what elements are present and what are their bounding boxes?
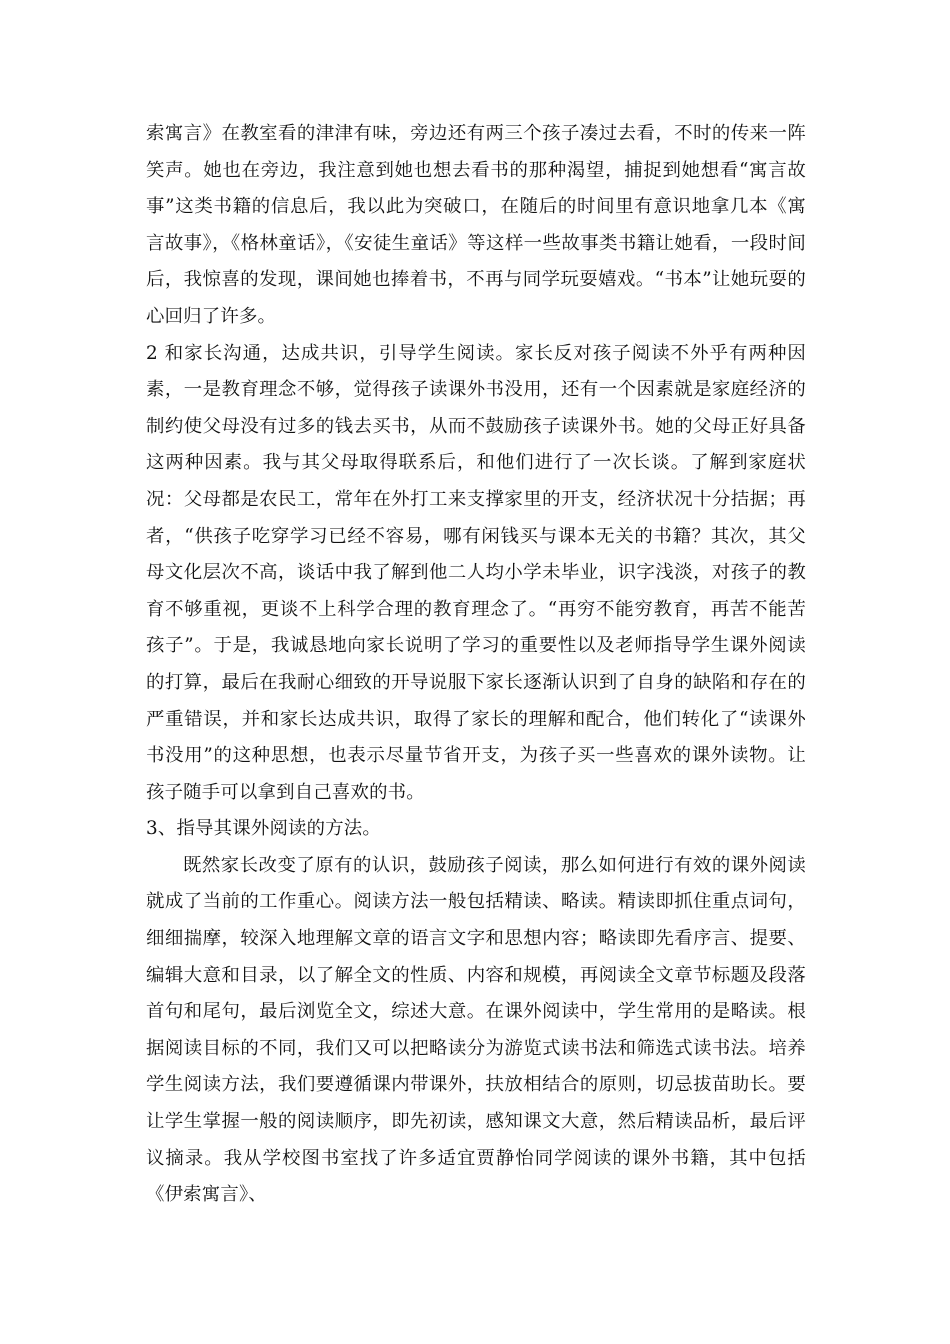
paragraph-reading-method: 既然家长改变了原有的认识，鼓励孩子阅读，那么如何进行有效的课外阅读就成了当前的工作重心。阅读方法一般包括精读、略读。精读即抓住重点词句，细细揣摩，较深入地理解文章的语言文字和思想内容；略读即先看序言、提要、编辑大意和目录，以了解全文的性质、内容和规模，再阅读全文章节标题及段落首句和尾句，最后浏览全文，综述大意。在课外阅读中，学生常用的是略读。根据阅读目标的不同，我们又可以把略读分为游览式读书法和筛选式读书法。培养学生阅读方法，我们要遵循课内带课外，扶放相结合的原则，切忌拔苗助长。要让学生掌握一般的阅读顺序，即先初读，感知课文大意，然后精读品析，最后评议摘录。我从学校图书室找了许多适宜贾静怡同学阅读的课外书籍，其中包括《伊索寓言》、 [146, 854, 806, 1206]
section-heading-reading-method: 3、指导其课外阅读的方法。 [146, 818, 381, 840]
paragraph-continued-story: 索寓言》在教室看的津津有味，旁边还有两三个孩子凑过去看，不时的传来一阵笑声。她也在旁边，我注意到她也想去看书的那种渴望，捕捉到她想看“寓言故事”这类书籍的信息后，我以此为突破口，在随后的时间里有意识地拿几本《寓言故事》，《格林童话》，《安徒生童话》等这样一些故事类书籍让她看，一段时间后，我惊喜的发现，课间她也捧着书，不再与同学玩耍嬉戏。“书本”让她玩耍的心回归了许多。 [146, 123, 806, 327]
document-body [146, 116, 806, 1214]
paragraph-parent-communication: 2 和家长沟通，达成共识，引导学生阅读。家长反对孩子阅读不外乎有两种因素，一是教育理念不够，觉得孩子读课外书没用，还有一个因素就是家庭经济的制约使父母没有过多的钱去买书，从而不鼓励孩子读课外书。她的父母正好具备这两种因素。我与其父母取得联系后，和他们进行了一次长谈。了解到家庭状况：父母都是农民工，常年在外打工来支撑家里的开支，经济状况十分拮据；再者，“供孩子吃穿学习已经不容易，哪有闲钱买与课本无关的书籍？其次，其父母文化层次不高，谈话中我了解到他二人均小学未毕业，识字浅淡，对孩子的教育不够重视，更谈不上科学合理的教育理念了。“再穷不能穷教育，再苦不能苦孩子”。于是，我诚恳地向家长说明了学习的重要性以及老师指导学生课外阅读的打算，最后在我耐心细致的开导说服下家长逐渐认识到了自身的缺陷和存在的严重错误，并和家长达成共识，取得了家长的理解和配合，他们转化了“读课外书没用”的这种思想，也表示尽量节省开支，为孩子买一些喜欢的课外读物。让孩子随手可以拿到自己喜欢的书。 [146, 342, 806, 803]
